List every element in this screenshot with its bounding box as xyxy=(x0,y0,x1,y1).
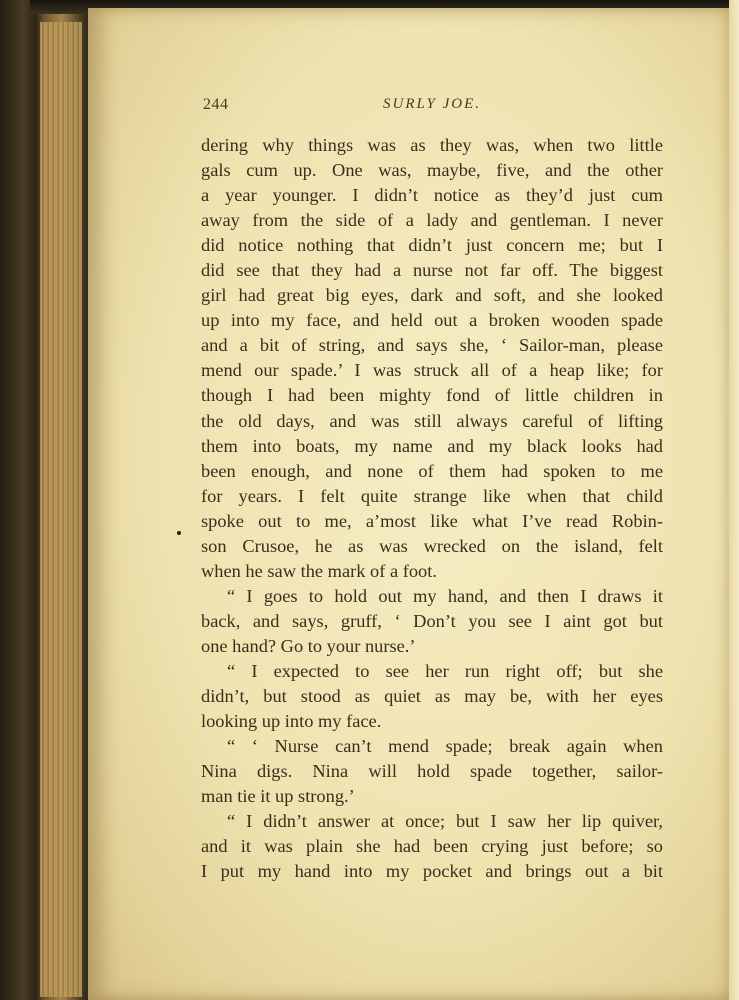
text-line: looking up into my face. xyxy=(201,711,382,732)
text-line: them into boats, my name and my black looks had xyxy=(201,435,663,456)
text-line: mend our spade.’ I was struck all of a heap like; for xyxy=(201,360,663,381)
text-line: “ I didn’t answer at once; but I saw her lip quiver, xyxy=(227,811,663,832)
margin-mark xyxy=(177,531,181,535)
page-edges xyxy=(40,22,82,997)
text-line: back, and says, gruff, ‘ Don’t you see I aint got but xyxy=(201,610,663,631)
text-line: for years. I felt quite strange like when that child xyxy=(201,485,663,506)
text-line: spoke out to me, a’most like what I’ve read Robin- xyxy=(201,510,663,531)
text-line: didn’t, but stood as quiet as may be, with her eyes xyxy=(201,686,663,707)
page-header xyxy=(203,96,663,120)
text-line: gals cum up. One was, maybe, five, and the other xyxy=(201,160,663,181)
text-line: “ I goes to hold out my hand, and then I draws it xyxy=(227,585,663,606)
text-line: and a bit of string, and says she, ‘ Sailor-man, please xyxy=(201,335,663,356)
text-line: girl had great big eyes, dark and soft, and she looked xyxy=(201,285,663,306)
text-line: been enough, and none of them had spoken to me xyxy=(201,460,663,481)
text-line: one hand? Go to your nurse.’ xyxy=(201,635,416,656)
text-line: “ ‘ Nurse can’t mend spade; break again when xyxy=(227,736,663,757)
right-page-edge xyxy=(729,0,739,1000)
text-line: “ I expected to see her run right off; but she xyxy=(227,660,663,681)
text-line: dering why things was as they was, when two little xyxy=(201,135,663,155)
text-line: Nina digs. Nina will hold spade together, sailor- xyxy=(201,761,663,782)
body-text xyxy=(201,133,663,884)
page-number: 244 xyxy=(203,96,229,113)
text-line: son Crusoe, he as was wrecked on the island, felt xyxy=(201,535,663,556)
text-line: though I had been mighty fond of little children in xyxy=(201,385,663,406)
text-line: did see that they had a nurse not far off. The biggest xyxy=(201,260,663,281)
text-line: when he saw the mark of a foot. xyxy=(201,560,437,581)
text-line: did notice nothing that didn’t just concern me; but I xyxy=(201,235,663,256)
text-line: and it was plain she had been crying just before; so xyxy=(201,836,663,857)
text-line: away from the side of a lady and gentleman. I never xyxy=(201,210,663,231)
text-line: up into my face, and held out a broken wooden spade xyxy=(201,310,663,331)
text-line: man tie it up strong.’ xyxy=(201,786,355,807)
text-line: a year younger. I didn’t notice as they’d just cum xyxy=(201,185,663,206)
text-line: I put my hand into my pocket and brings out a bit xyxy=(201,861,663,882)
text-line: the old days, and was still always careful of lifting xyxy=(201,410,663,431)
running-title: SURLY JOE. xyxy=(383,96,482,112)
